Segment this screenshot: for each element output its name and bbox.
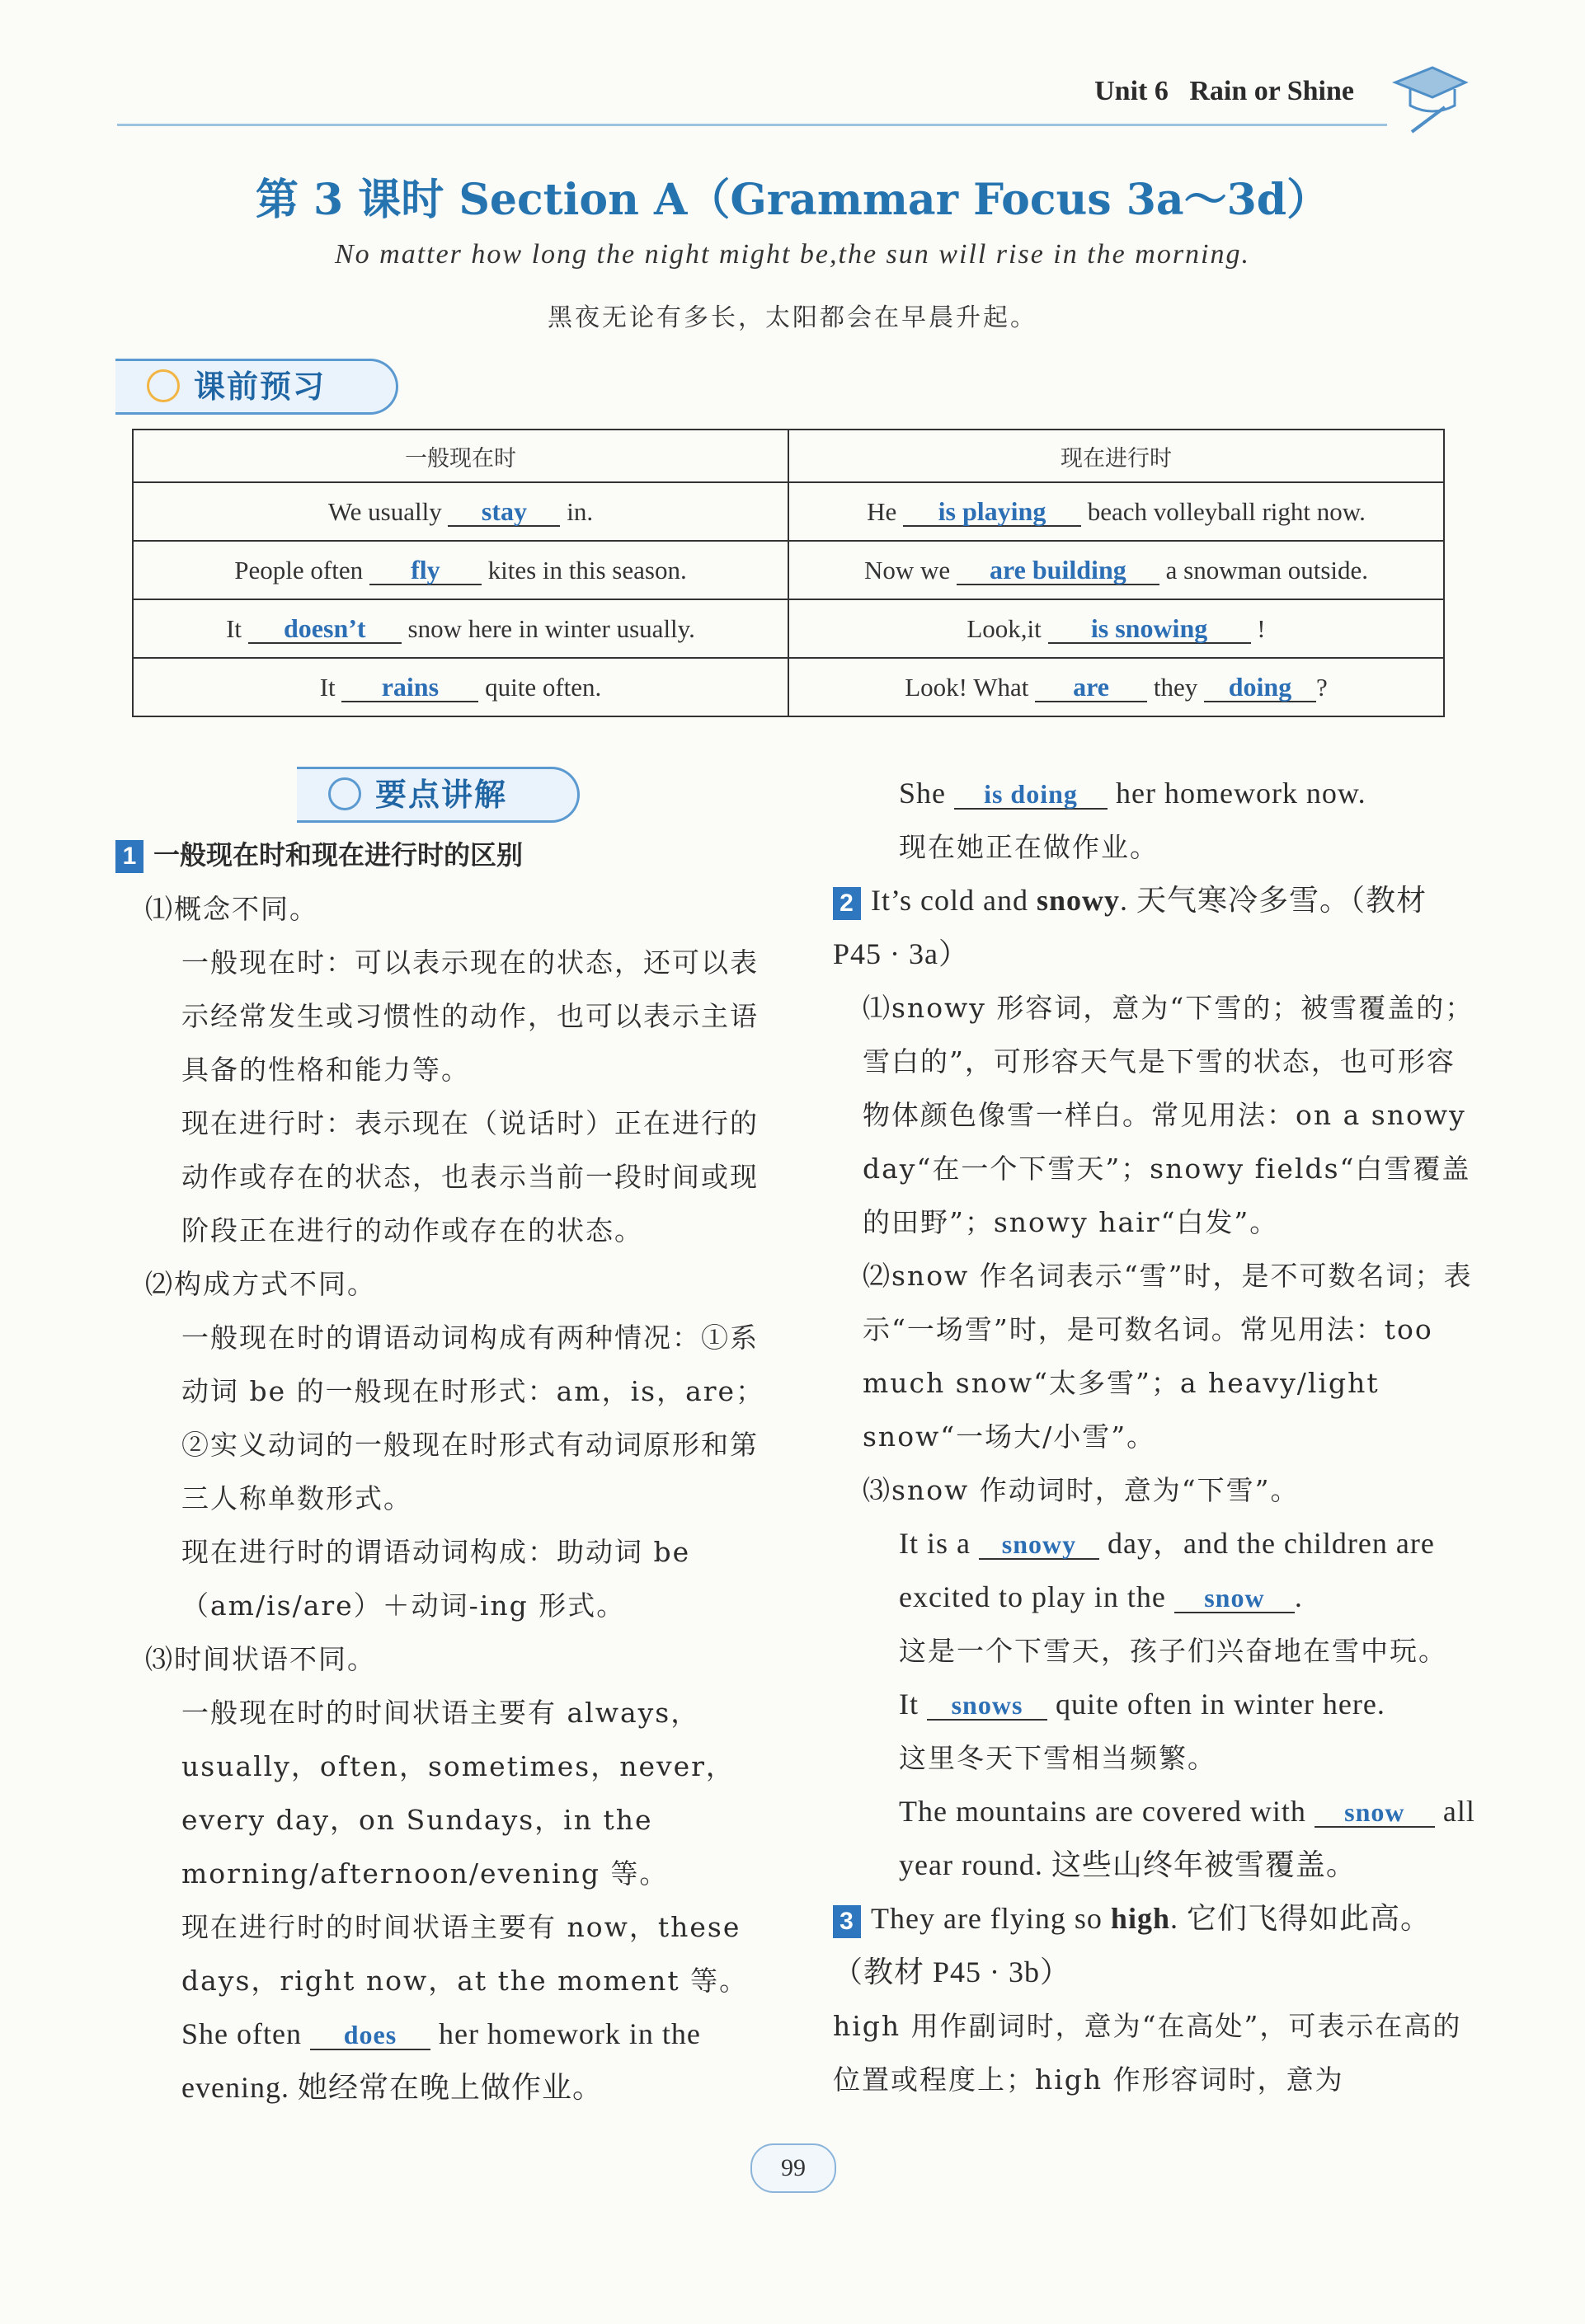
point1-sub1: ⑴概念不同。 [145, 893, 318, 925]
point1-example1: She often does her homework in the evening. 她经常在晚上做作业。 [181, 2017, 701, 2104]
point2-example1: It is a snowy day，and the children are excited to play in the snow . [899, 1527, 1435, 1613]
point1-example2: She is doing her homework now. [899, 777, 1366, 810]
table-cell: It rains quite often. [133, 658, 788, 716]
point-number-badge: 1 [115, 840, 143, 873]
point2-sub3: ⑶snow 作动词时，意为“下雪”。 [863, 1474, 1300, 1506]
answer-blank: fly [369, 556, 482, 585]
point2-example3: The mountains are covered with snow all year round. 这些山终年被雪覆盖。 [899, 1795, 1475, 1881]
point-number-badge: 2 [833, 887, 861, 920]
header-unit-title [1094, 76, 1354, 107]
header-rule [117, 124, 1387, 126]
preview-table [132, 429, 1445, 717]
preview-label: 课前预习 [194, 369, 327, 405]
graduation-cap-icon [1387, 58, 1470, 140]
point2-example1-cn: 这是一个下雪天，孩子们兴奋地在雪中玩。 [899, 1635, 1447, 1667]
point3-heading: 3 They are flying so high. 它们飞得如此高。（教材 P45 · 3b） [833, 1902, 1431, 1988]
answer-blank: is playing [903, 497, 1081, 527]
table-row [133, 599, 1444, 658]
header-unit: Unit 6 [1094, 76, 1169, 106]
answer-blank: rains [341, 673, 478, 702]
point2-example2: It snows quite often in winter here. [899, 1688, 1385, 1721]
pointer-icon [328, 777, 361, 810]
keypoints-label: 要点讲解 [375, 777, 508, 813]
point1-sub2: ⑵构成方式不同。 [145, 1268, 376, 1300]
table-row [133, 482, 1444, 541]
preview-section-tag [115, 359, 398, 415]
point1-title: 一般现在时和现在进行时的区别 [153, 839, 524, 871]
point1-sub2a: 一般现在时的谓语动词构成有两种情况：①系动词 be 的一般现在时形式：am，is，are；②实义动词的一般现在时形式有动词原形和第三人称单数形式。 [181, 1322, 765, 1514]
answer-blank: snow [1315, 1798, 1435, 1828]
page-number: 99 [750, 2143, 836, 2193]
point1-sub2b: 现在进行时的谓语动词构成：助动词 be（am/is/are）＋动词-ing 形式。 [181, 1536, 691, 1622]
answer-blank: snow [1174, 1584, 1295, 1613]
point1-sub1a: 一般现在时：可以表示现在的状态，还可以表示经常发生或习惯性的动作，也可以表示主语具备的性格和能力等。 [181, 946, 759, 1086]
point1-example2-cn: 现在她正在做作业。 [899, 831, 1159, 863]
right-column [833, 767, 1476, 2106]
answer-blank: is snowing [1048, 614, 1251, 644]
keypoints-section-tag [297, 767, 580, 823]
point2-sub1: ⑴snowy 形容词，意为“下雪的；被雪覆盖的；雪白的”，可形容天气是下雪的状态，也可形容物体颜色像雪一样白。常见用法：on a snowy day“在一个下雪天”；snowy fields“白雪覆盖的田野”；snowy hair“白发”。 [863, 992, 1474, 1238]
answer-blank: snowy [979, 1530, 1099, 1560]
table-cell: We usually stay in. [133, 482, 788, 541]
table-row [133, 541, 1444, 599]
table-cell: Now we are building a snowman outside. [788, 541, 1444, 599]
motto-english: No matter how long the night might be,the sun will rise in the morning. [334, 239, 1251, 270]
point1-sub1b: 现在进行时：表示现在（说话时）正在进行的动作或存在的状态，也表示当前一段时间或现阶段正在进行的动作或存在的状态。 [181, 1107, 759, 1247]
point2-example2-cn: 这里冬天下雪相当频繁。 [899, 1742, 1216, 1774]
left-column [115, 829, 775, 2115]
point-number-badge: 3 [833, 1905, 861, 1938]
lesson-title: 第 3 课时 Section A（Grammar Focus 3a～3d） [255, 175, 1330, 225]
header-title: Rain or Shine [1189, 76, 1354, 106]
answer-blank: does [310, 2021, 430, 2050]
answer-blank: stay [448, 497, 560, 527]
header-present-continuous: 现在进行时 [788, 430, 1444, 482]
point1-sub3a: 一般现在时的时间状语主要有 always，usually，often，sometimes，never，every day，on Sundays，in the morning/afternoon/evening 等。 [181, 1697, 735, 1890]
lightbulb-icon [147, 369, 180, 402]
answer-blank: are [1035, 673, 1147, 702]
point1-sub3b: 现在进行时的时间状语主要有 now，these days，right now，at the moment 等。 [181, 1911, 749, 1997]
answer-blank: snows [927, 1691, 1047, 1721]
point3-text: high 用作副词时，意为“在高处”，可表示在高的位置或程度上；high 作形容词时，意为 [833, 2010, 1462, 2096]
table-cell: He is playing beach volleyball right now. [788, 482, 1444, 541]
answer-blank: are building [957, 556, 1159, 585]
table-cell: People often fly kites in this season. [133, 541, 788, 599]
point2-heading: 2 It’s cold and snowy. 天气寒冷多雪。（教材 P45 · 3a） [833, 884, 1427, 970]
answer-blank: doesn’t [248, 614, 402, 644]
point1-sub3: ⑶时间状语不同。 [145, 1643, 376, 1675]
point2-sub2: ⑵snow 作名词表示“雪”时，是不可数名词；表示“一场雪”时，是可数名词。常见用法：too much snow“太多雪”；a heavy/light snow“一场大/小雪”。 [863, 1260, 1473, 1453]
table-cell: It doesn’t snow here in winter usually. [133, 599, 788, 658]
table-cell: Look,it is snowing ! [788, 599, 1444, 658]
answer-blank: is doing [954, 780, 1108, 810]
table-row [133, 658, 1444, 716]
table-cell: Look! What are they doing ? [788, 658, 1444, 716]
header-simple-present: 一般现在时 [133, 430, 788, 482]
answer-blank: doing [1204, 673, 1316, 702]
motto-chinese: 黑夜无论有多长，太阳都会在早晨升起。 [548, 303, 1037, 332]
